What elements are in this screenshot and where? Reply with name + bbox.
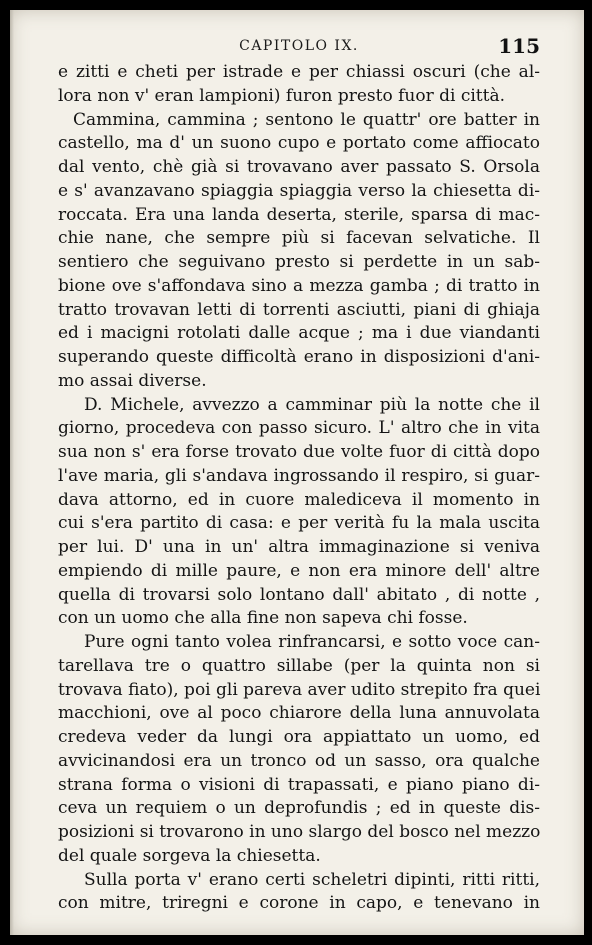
paragraph [58,61,540,109]
text-line: chie nane, che sempre più si facevan selvatiche. Il [58,228,540,249]
text-line: cui s'era partito di casa: e per verità fu la mala uscita [58,513,540,534]
text-line: l'ave maria, gli s'andava ingrossando il respiro, si guar- [58,465,540,486]
paragraph [58,869,540,917]
text-line: D. Michele, avvezzo a camminar più la notte che il [84,394,540,415]
text-line: giorno, procedeva con passo sicuro. L' altro che in vita [58,418,540,439]
text-line: del quale sorgeva la chiesetta. [58,845,321,866]
text-line: per lui. D' una in un' altra immaginazione si veniva [58,537,540,557]
text-line: Pure ogni tanto volea rinfrancarsi, e sotto voce can- [84,632,540,652]
text-line: macchioni, ove al poco chiarore della luna annuvolata [58,703,540,724]
text-line: sentiero che seguivano presto si perdette in un sab- [58,252,540,272]
text-line: bione ove s'affondava sino a mezza gamba ; di tratto in [58,275,540,296]
text-line: Sulla porta v' erano certi scheletri dipinti, ritti ritti, [84,869,540,890]
text-line: ceva un requiem o un deprofundis ; ed in queste dis- [58,798,540,819]
running-title: CAPITOLO IX. [239,38,359,54]
text-line: dava attorno, ed in cuore malediceva il momento in [58,489,540,510]
text-line: e zitti e cheti per istrade e per chiassi oscuri (che al- [58,62,540,82]
text-line: strana forma o visioni di trapassati, e piano piano di- [58,774,540,795]
text-line: tarellava tre o quattro sillabe (per la quinta non si [58,655,540,676]
text-line: quella di trovarsi solo lontano dall' abitato , di notte , [58,584,540,605]
paragraph [58,394,540,632]
paragraph [58,631,540,869]
text-line: superando queste difficoltà erano in disposizioni d'ani- [58,347,540,367]
text-line: dal vento, chè già si trovavano aver passato S. Orsola [58,157,540,177]
text-line: e s' avanzavano spiaggia spiaggia verso la chiesetta di- [58,180,540,201]
text-line: credeva veder da lungi ora appiattato un uomo, ed [58,727,540,747]
text-line: avvicinandosi era un tronco od un sasso, ora qualche [58,750,540,771]
page-edge-shadow [10,10,14,935]
page-header [58,34,540,58]
text-line: roccata. Era una landa deserta, sterile, sparsa di mac- [58,204,540,225]
text-line: Cammina, cammina ; sentono le quattr' ore batter in [73,109,540,130]
paragraph [58,109,540,394]
book-page [10,10,584,935]
text-line: ed i macigni rotolati dalle acque ; ma i due viandanti [58,323,540,344]
body-text [58,61,540,916]
text-line: con mitre, triregni e corone in capo, e tenevano in [58,893,540,914]
text-line: posizioni si trovarono in uno slargo del bosco nel mezzo [58,822,541,842]
text-line: con un uomo che alla fine non sapeva chi fosse. [58,608,468,629]
text-line: castello, ma d' un suono cupo e portato come affiocato [58,133,540,154]
text-line: lora non v' eran lampioni) furon presto fuor di città. [58,85,506,106]
text-line: mo assai diverse. [58,370,207,391]
text-line: trovava fiato), poi gli pareva aver udito strepito fra quei [58,679,541,700]
text-line: sua non s' era forse trovato due volte fuor di città dopo [58,442,540,462]
text-line: tratto trovavan letti di torrenti asciutti, piani di ghiaja [58,299,540,320]
text-line: empiendo di mille paure, e non era minore dell' altre [58,560,540,581]
page-number: 115 [498,34,540,58]
